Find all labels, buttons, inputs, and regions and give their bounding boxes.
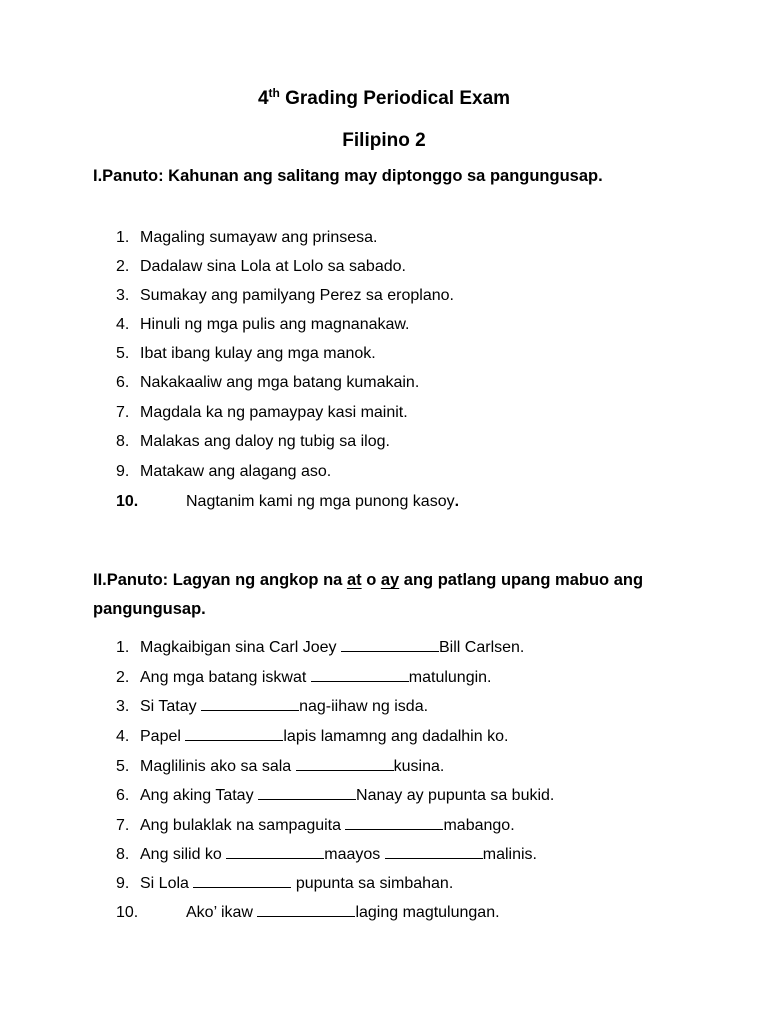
- fill-item: [116, 845, 537, 864]
- item-text: Matakaw ang alagang aso.: [140, 463, 332, 480]
- list-item: [116, 258, 406, 276]
- title-number: 4: [257, 88, 269, 109]
- fill-item: [116, 786, 554, 805]
- answer-blank[interactable]: [201, 697, 299, 711]
- list-item: [116, 374, 419, 392]
- item-text: laging magtulungan.: [355, 904, 500, 921]
- title-text: Grading Periodical Exam: [279, 88, 511, 109]
- fill-item: [116, 874, 453, 893]
- item-text: Si Tatay: [140, 698, 202, 715]
- answer-blank[interactable]: [257, 903, 355, 917]
- item-text: Ang bulaklak na sampaguita: [140, 817, 346, 834]
- list-item: [116, 345, 376, 363]
- answer-blank[interactable]: [345, 816, 443, 830]
- item-text: Papel: [140, 728, 186, 745]
- item-number: 5.: [116, 758, 130, 775]
- item-text: Dadalaw sina Lola at Lolo sa sabado.: [140, 258, 406, 275]
- item-text: Sumakay ang pamilyang Perez sa eroplano.: [140, 287, 454, 304]
- list-item: [116, 493, 459, 511]
- item-number: 8.: [116, 433, 130, 450]
- list-item: [116, 433, 390, 451]
- item-text: Si Lola: [140, 875, 194, 892]
- keyword-ay: ay: [380, 571, 400, 589]
- item-text: Magkaibigan sina Carl Joey: [140, 639, 341, 656]
- item-text: matulungin.: [408, 669, 492, 686]
- answer-blank[interactable]: [296, 757, 394, 771]
- item-text: kusina.: [393, 758, 445, 775]
- item-text: Ibat ibang kulay ang mga manok.: [140, 345, 376, 362]
- title-superscript: th: [268, 86, 280, 100]
- item-text: mabango.: [443, 817, 515, 834]
- list-item: [116, 229, 377, 247]
- item-number: 1.: [116, 229, 130, 246]
- answer-blank[interactable]: [311, 668, 409, 682]
- item-text: Bill Carlsen.: [439, 639, 525, 656]
- fill-item: [116, 816, 515, 835]
- item-text: Hinuli ng mga pulis ang magnanakaw.: [140, 316, 410, 333]
- item-number: 9.: [116, 463, 130, 480]
- item-text: Magaling sumayaw ang prinsesa.: [140, 229, 378, 246]
- item-text: malinis.: [482, 846, 537, 863]
- list-item: [116, 463, 331, 481]
- list-item: [116, 316, 410, 334]
- item-number: 2.: [116, 258, 130, 275]
- fill-item: [116, 903, 500, 922]
- item-text: Nanay ay pupunta sa bukid.: [356, 787, 555, 804]
- item-number: 6.: [116, 787, 130, 804]
- fill-item: [116, 668, 491, 687]
- item-number: 7.: [116, 817, 130, 834]
- item-number: 8.: [116, 846, 130, 863]
- item-text: Magdala ka ng pamaypay kasi mainit.: [140, 404, 408, 421]
- item-text: Maglilinis ako sa sala: [140, 758, 296, 775]
- item-number: 3.: [116, 698, 130, 715]
- item-text: Nakakaaliw ang mga batang kumakain.: [140, 374, 420, 391]
- item-text: nag-iihaw ng isda.: [299, 698, 429, 715]
- answer-blank[interactable]: [193, 874, 291, 888]
- exam-title: [0, 88, 768, 110]
- item-number: 4.: [116, 316, 130, 333]
- fill-item: [116, 638, 524, 657]
- answer-blank[interactable]: [385, 845, 483, 859]
- answer-blank[interactable]: [341, 638, 439, 652]
- item-text: Ang aking Tatay: [140, 787, 259, 804]
- keyword-at: at: [346, 571, 362, 589]
- item-number: 10.: [116, 493, 139, 510]
- item-text: pupunta sa simbahan.: [291, 875, 454, 892]
- answer-blank[interactable]: [226, 845, 324, 859]
- fill-item: [116, 697, 428, 716]
- answer-blank[interactable]: [185, 727, 283, 741]
- fill-item: [116, 727, 508, 746]
- item-text: Ako’ ikaw: [186, 904, 258, 921]
- fill-item: [116, 757, 444, 776]
- section2-instruction: [93, 566, 683, 624]
- item-number: 1.: [116, 639, 130, 656]
- list-item: [116, 404, 408, 422]
- answer-blank[interactable]: [258, 786, 356, 800]
- section1-instruction: I.Panuto: Kahunan ang salitang may diptonggo sa pangungusap.: [93, 167, 603, 185]
- exam-subtitle: Filipino 2: [342, 130, 426, 151]
- instruction-text: ang patlang upang mabuo ang pangungusap.: [93, 571, 644, 618]
- list-item: [116, 287, 454, 305]
- item-text: maayos: [324, 846, 385, 863]
- item-number: 3.: [116, 287, 130, 304]
- item-text: lapis lamamng ang dadalhin ko.: [283, 728, 509, 745]
- instruction-text: II.Panuto: Lagyan ng angkop na: [93, 571, 347, 589]
- item-number: 10.: [116, 904, 139, 921]
- item-number: 7.: [116, 404, 130, 421]
- item-period: .: [454, 493, 460, 510]
- item-text: Nagtanim kami ng mga punong kasoy: [186, 493, 455, 510]
- item-number: 2.: [116, 669, 130, 686]
- item-text: Malakas ang daloy ng tubig sa ilog.: [140, 433, 390, 450]
- item-number: 6.: [116, 374, 130, 391]
- item-text: Ang silid ko: [140, 846, 227, 863]
- item-number: 9.: [116, 875, 130, 892]
- item-number: 5.: [116, 345, 130, 362]
- item-text: Ang mga batang iskwat: [140, 669, 311, 686]
- item-number: 4.: [116, 728, 130, 745]
- instruction-text: o: [361, 571, 381, 589]
